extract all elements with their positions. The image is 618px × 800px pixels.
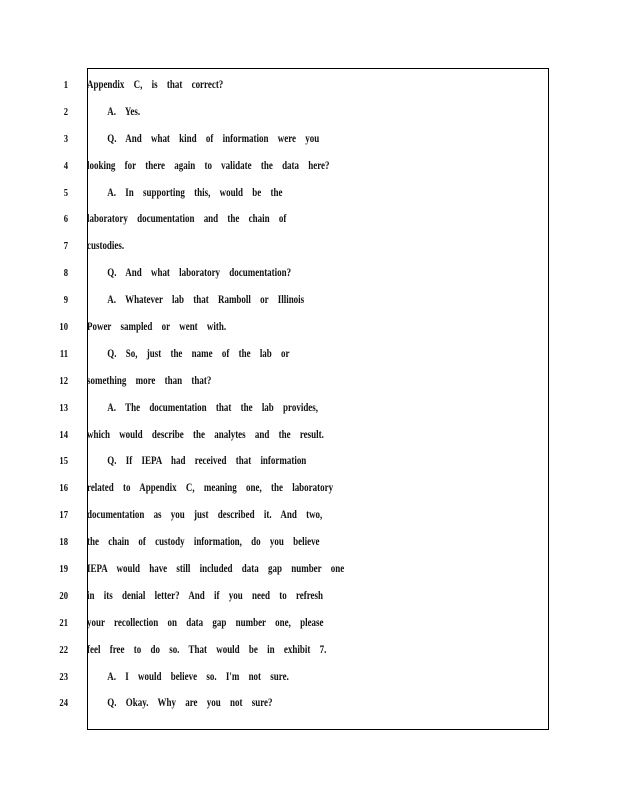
line-number: 8 <box>63 267 68 280</box>
transcript-line: your recollection on data gap number one, please <box>87 616 324 629</box>
line-number: 22 <box>59 643 68 656</box>
line-number: 20 <box>59 589 68 602</box>
transcript-line: Q. Okay. Why are you not sure? <box>107 697 273 710</box>
line-number: 3 <box>63 132 68 145</box>
transcript-line: A. The documentation that the lab provides, <box>107 401 319 414</box>
transcript-line: the chain of custody information, do you believe <box>87 536 320 549</box>
transcript-line: related to Appendix C, meaning one, the laboratory <box>87 482 334 495</box>
line-number: 6 <box>63 213 68 226</box>
transcript-line: Q. And what laboratory documentation? <box>107 267 292 280</box>
transcript-line: laboratory documentation and the chain of <box>87 213 287 226</box>
line-number: 7 <box>63 240 68 253</box>
transcript-line: looking for there again to validate the data here? <box>87 159 330 172</box>
transcript-line: in its denial letter? And if you need to refresh <box>87 589 324 602</box>
transcript-line: Q. If IEPA had received that information <box>107 455 307 468</box>
transcript-line: A. Whatever lab that Ramboll or Illinois <box>107 294 305 307</box>
line-number: 10 <box>59 321 68 334</box>
transcript-line: Power sampled or went with. <box>87 321 227 334</box>
transcript-body <box>87 72 542 717</box>
line-number: 21 <box>59 616 68 629</box>
line-number: 5 <box>63 186 68 199</box>
transcript-line: custodies. <box>87 240 125 253</box>
transcript-line: Appendix C, is that correct? <box>87 79 224 91</box>
line-number: 23 <box>59 670 68 683</box>
line-number: 11 <box>59 347 68 360</box>
line-number: 13 <box>59 401 68 414</box>
line-number: 18 <box>59 536 68 549</box>
line-number: 12 <box>59 374 68 387</box>
line-number: 17 <box>59 509 68 522</box>
line-number: 1 <box>63 79 68 91</box>
transcript-line: something more than that? <box>87 374 212 387</box>
transcript-line: IEPA would have still included data gap number one <box>87 563 345 576</box>
line-number: 15 <box>59 455 68 468</box>
line-number: 16 <box>59 482 68 495</box>
line-number: 24 <box>59 697 68 710</box>
transcript-line: documentation as you just described it. And two, <box>87 509 323 522</box>
line-number: 4 <box>63 159 68 172</box>
line-number-column <box>40 72 68 717</box>
transcript-line: A. Yes. <box>107 105 141 118</box>
transcript-line: Q. And what kind of information were you <box>107 132 320 145</box>
transcript-line: A. I would believe so. I'm not sure. <box>107 670 289 683</box>
line-number: 19 <box>59 563 68 576</box>
transcript-line: A. In supporting this, would be the <box>107 186 283 199</box>
line-number: 2 <box>63 105 68 118</box>
transcript-line: which would describe the analytes and the result. <box>87 428 324 441</box>
transcript-line: Q. So, just the name of the lab or <box>107 347 290 360</box>
line-number: 14 <box>59 428 68 441</box>
transcript-line: feel free to do so. That would be in exhibit 7. <box>87 643 327 656</box>
line-number: 9 <box>63 294 68 307</box>
